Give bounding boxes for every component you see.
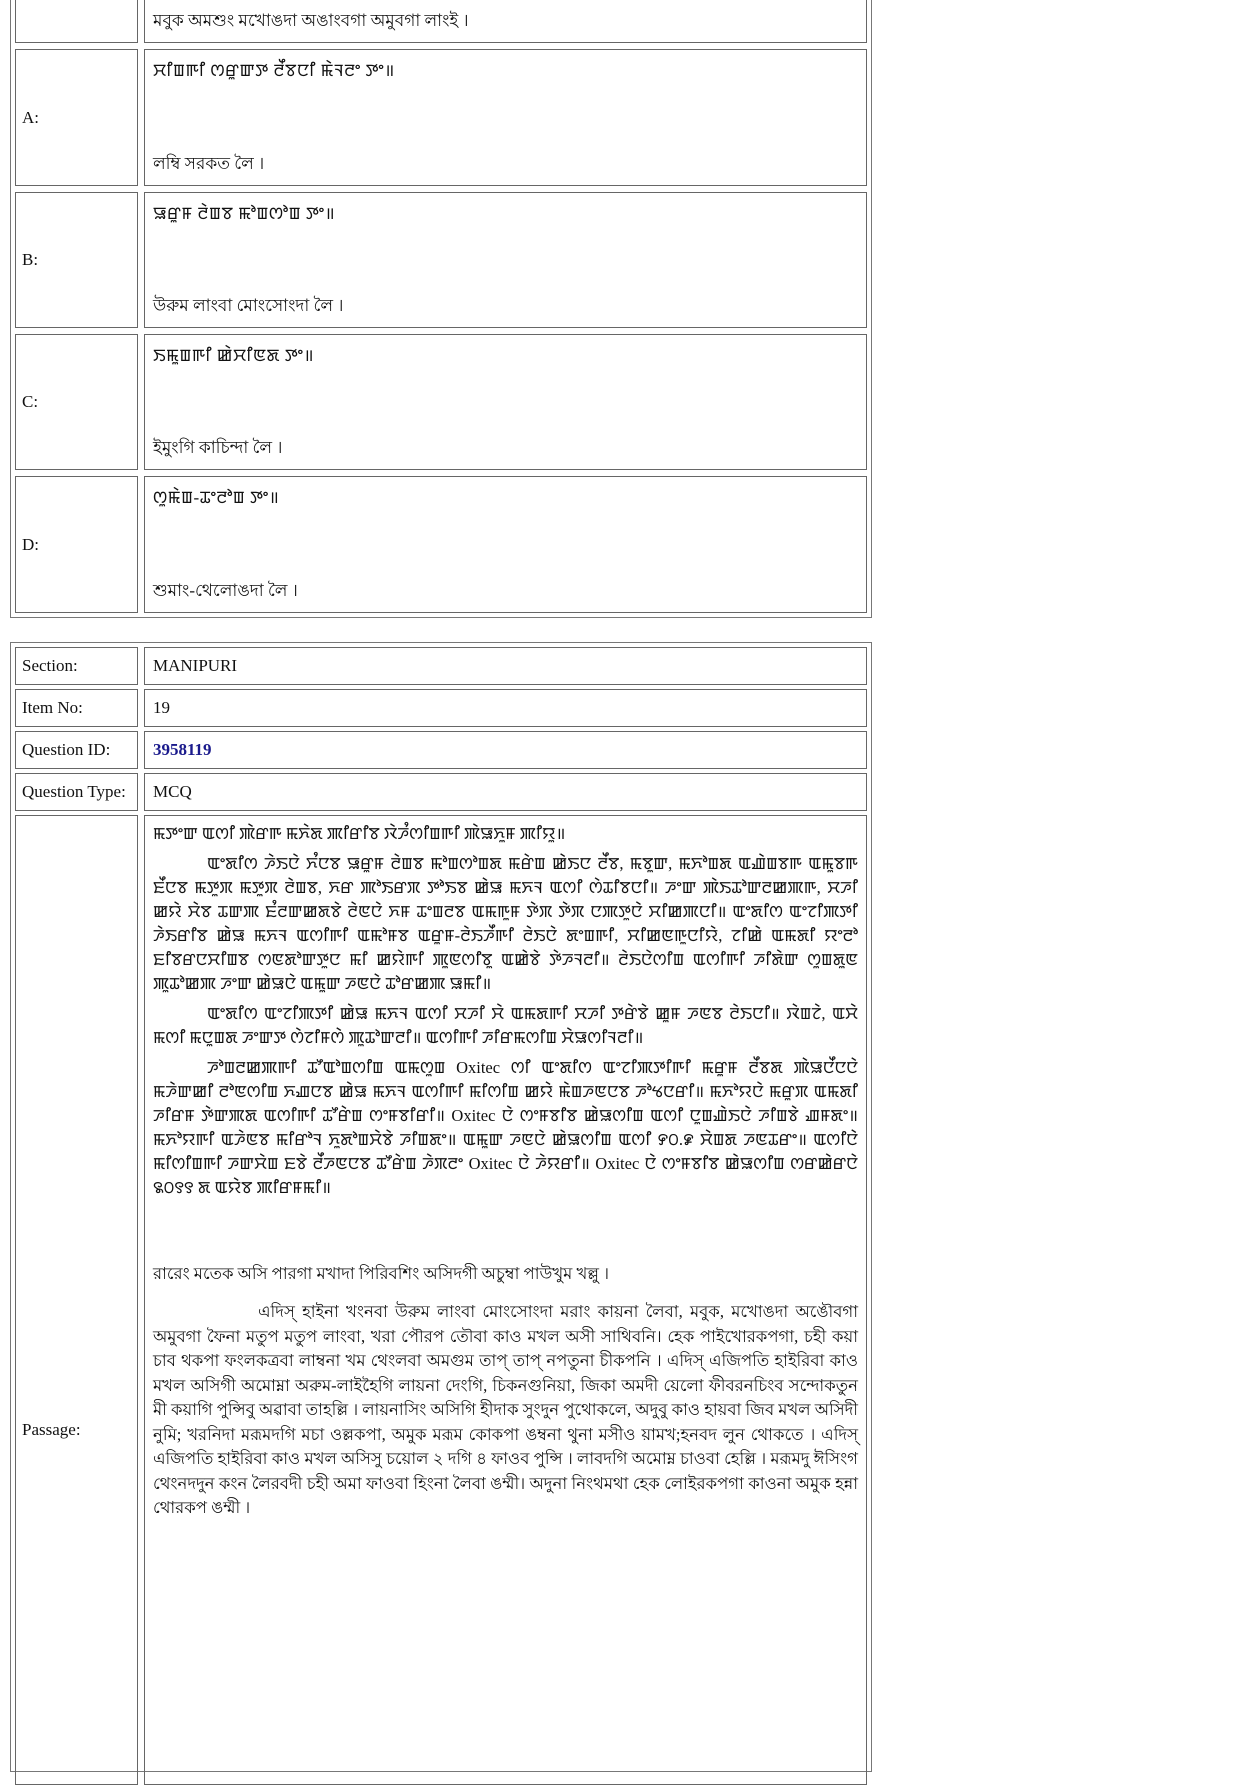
question-type-value-cell xyxy=(144,773,867,811)
passage-meitei-paragraph: ꯑꯦꯗꯤꯁ ꯑꯦꯖꯤꯄꯇꯤ ꯀꯥꯎ ꯃꯈꯜ ꯑꯁꯤ ꯆꯍꯤ ꯆꯥ ꯑꯃꯗꯒꯤ ꯆꯍꯤ ꯇꯔꯥꯕꯥ ꯀꯨꯝ ꯍꯟꯕ ꯂꯥꯏꯅꯤ॥ ꯋꯥꯡꯖꯥ, ꯑꯆꯥ ꯃꯁꯤ ꯃꯅꯨꯡꯗ ꯍꯦꯛꯇ ꯁꯥꯖꯤꯝꯁꯥ ꯄꯨꯊꯣꯛꯂꯤ॥ ꯑꯁꯤꯒꯤ ꯍꯤꯔꯃꯁꯤꯡ ꯆꯥꯎꯁꯤꯜꯂꯤ॥ xyxy=(153,1004,858,1047)
item-value: 19 xyxy=(153,698,170,717)
option-meitei-text: ꯎꯔꯨꯝ ꯂꯥꯡꯕ ꯃꯣꯡꯁꯣꯡ ꯇꯦ॥ xyxy=(153,204,336,223)
question-type-value: MCQ xyxy=(153,782,192,801)
question-tail-row xyxy=(15,0,867,43)
question-table xyxy=(10,642,872,1772)
passage-meitei-paragraph: ꯑꯦꯗꯤꯁ ꯍꯥꯏꯅꯥ ꯈꯪꯅꯕ ꯎꯔꯨꯝ ꯂꯥꯡꯕ ꯃꯣꯡꯁꯣꯡꯗ ꯃꯔꯥꯡ ꯀꯥꯏꯅ ꯂꯩꯕ, ꯃꯕꯨꯛ, ꯃꯈꯣꯡꯗ ꯑꯉꯥꯡꯕꯒ ꯑꯃꯨꯕꯒ ꯐꯩꯅꯕ ꯃꯇꯨꯞ ꯃꯇꯨꯞ ꯂꯥꯡꯕ, ꯈꯔ ꯄꯣꯏꯔꯞ ꯇꯣꯏꯕ ꯀꯥꯎ ꯃꯈꯜ ꯑꯁꯤ ꯁꯥꯊꯤꯕꯅꯤ॥ ꯍꯦꯛ ꯄꯥꯏꯊꯣꯛꯂꯀꯄꯒ, ꯆꯍꯤ ꯀꯌꯥ ꯆꯥꯕ ꯊꯛꯄ ꯐꯪꯂꯛꯀꯗꯕꯥ ꯂꯥꯟꯅꯥ ꯈꯝ ꯊꯦꯡꯂꯕ ꯑꯃꯒꯨꯝ ꯇꯥꯞ ꯇꯥꯞ ꯅꯄꯇꯨꯅꯥ ꯆꯤꯀꯄꯅꯤ॥ ꯑꯦꯗꯤꯁ ꯑꯦꯖꯤꯄꯇꯤ ꯍꯥꯏꯔꯤꯕ ꯀꯥꯎ ꯃꯈꯜ ꯑꯁꯤꯒꯤ ꯑꯃꯣꯝꯕ ꯑꯔꯨꯝ-ꯂꯥꯏꯍꯩꯒꯤ ꯂꯥꯏꯅꯥ ꯗꯦꯡꯒꯤ, ꯆꯤꯀꯟꯒꯨꯅꯤꯌꯥ, ꯖꯤꯀꯥ ꯑꯃꯗꯤ ꯌꯦꯂꯣ ꯐꯤꯕꯔꯅꯆꯤꯡꯕ ꯁꯟꯗꯣꯛꯇꯨꯅ ꯃꯤ ꯀꯌꯥꯒꯤ ꯄꯨꯟꯁꯤꯕꯨ ꯑꯀꯥꯕꯥ ꯇꯥꯍꯜꯂꯤ॥ ꯂꯥꯏꯅꯥꯁꯤꯡ ꯑꯁꯤꯒꯤ ꯍꯤꯗꯥꯛ ꯁꯨꯡꯗꯨꯟ ꯄꯨꯊꯣꯀꯄ ꯍꯦꯛ ꯀꯥꯎꯅꯥ ꯑꯃꯨꯛ ꯍꯟꯅꯥ ꯊꯣꯔꯀꯄ ꯎꯃꯤ॥ xyxy=(153,854,858,993)
section-value: MANIPURI xyxy=(153,656,238,675)
option-meitei-text: ꯏꯃꯨꯡꯒꯤ ꯀꯥꯆꯤꯟꯗ ꯇꯦ॥ xyxy=(153,346,315,365)
question-id-label: Question ID: xyxy=(22,740,111,759)
option-label-cell xyxy=(15,192,138,328)
question-type-label-cell xyxy=(15,773,138,811)
question-type-row xyxy=(15,773,867,811)
passage-label: Passage: xyxy=(22,1420,81,1439)
option-bengali-text: শুমাং-থেলোঙদা লৈ । xyxy=(153,581,298,600)
passage-value-cell xyxy=(144,815,867,1785)
question-type-label: Question Type: xyxy=(22,782,126,801)
item-label-cell xyxy=(15,689,138,727)
passage-bengali-heading: রারেং মতেক অসি পারগা মখাদা পিরিবশিং অসিদগী অচুম্বা পাউখুম খল্লু । xyxy=(153,1264,610,1283)
option-label: D: xyxy=(22,534,39,554)
question-id-value-cell xyxy=(144,731,867,769)
option-meitei-text: ꯁꯨꯃꯥꯡ-ꯊꯦꯂꯣꯡ ꯇꯦ॥ xyxy=(153,488,280,507)
option-label-cell xyxy=(15,476,138,613)
item-value-cell xyxy=(144,689,867,727)
passage-content xyxy=(153,822,858,1527)
section-label: Section: xyxy=(22,656,78,675)
item-row xyxy=(15,689,867,727)
question-id-value: 3958119 xyxy=(153,740,212,759)
passage-label-cell xyxy=(15,815,138,1785)
section-value-cell xyxy=(144,647,867,685)
passage-row xyxy=(15,815,867,1785)
option-meitei-text: ꯆꯤꯡꯒꯤ ꯁꯔꯨꯛꯇ ꯂꯩꯕꯅꯤ ꯃꯥꯜꯂꯦ ꯇꯦ॥ xyxy=(153,61,395,80)
option-row-b xyxy=(15,192,867,328)
option-label: A: xyxy=(22,107,39,127)
option-label: B: xyxy=(22,250,39,269)
option-value-cell xyxy=(144,192,867,328)
passage-bengali-paragraph: এদিস্ হাইনা খংনবা উরুম লাংবা মোংসোংদা মরাং কায়না লৈবা, মবুক, মখোঙদা অঙৌবগা অমুবগা ফৈনা মতুপ মতুপ লাংবা, খরা পৌরপ তৌবা কাও মখল অসী সাথিবনি। হেক পাইখোরকপগা, চহী কয়া চাব থকপা ফংলকত্রবা লাম্বনা খম থেংলবা অমগুম তাপ্ তাপ্ নপতুনা চীকপনি । এদিস্ এজিপতি হাইরিবা কাও মখল অসিগী অমোম্না অরুম-লাইহৈগি লায়না দেংগি, চিকনগুনিয়া, জিকা অমদী য়েলো ফীবরনচিংব সন্দোকতুন মী কয়াগি পুন্সিবু অৱাবা তাহল্লি । লায়নাসিং অসিগি হীদাক সুংদুন পুথোকলে, অদুবু কাও হায়বা জিব মখল অসিদী নুমি; খরনিদা মরূমদগি মচা ওল্লকপা, অমুক মরূম কোকপা ঙম্বনা থুনা মসীও য়ামখ;হনবদ লুন থোকতে । এদিস্ এজিপতি হাইরিবা কাও মখল অসিসু চয়োল ২ দগি ৪ ফাওব পুন্সি । লাবদগি অমোম্ন চাওবা হেল্লি । মরূমদু ঈসিংগ থেংনদদুন কংন লৈরবদী চহী অমা ফাওবা হিংনা লৈবা ঙম্মী। অদুনা নিংথমথা হেক লোইরকপগা কাওনা অমুক হন্না থোরকপ ঙম্মী । xyxy=(153,1302,858,1517)
option-bengali-text: লম্বি সরকত লৈ । xyxy=(153,154,265,173)
option-bengali-text: উরুম লাংবা মোংসোংদা লৈ । xyxy=(153,296,344,315)
option-label-cell xyxy=(15,334,138,470)
passage-meitei-paragraph: ꯍꯣꯡꯂꯀꯄꯒꯤ ꯊꯧꯑꯣꯡꯁꯤꯡ ꯑꯃꯁꯨꯡ Oxitec ꯁꯤ ꯑꯦꯗꯤꯁ ꯑꯦꯖꯤꯄꯇꯤꯒꯤ ꯃꯔꯨꯝ ꯂꯩꯕꯗ ꯄꯥꯎꯅꯩꯅꯅꯥ ꯃꯍꯥꯛꯀꯤ ꯂꯣꯟꯁꯤꯡ ꯈꯉꯅꯕ ꯀꯥꯎ ꯃꯈꯜ ꯑꯁꯤꯒꯤ ꯃꯤꯁꯤꯡ ꯀꯌꯥ ꯃꯥꯡꯍꯟꯅꯕ ꯍꯣꯠꯅꯔꯤ॥ ꯃꯈꯣꯌꯅꯥ ꯃꯔꯨꯞ ꯑꯃꯗꯤ ꯍꯤꯔꯝ ꯇꯥꯛꯄꯗ ꯑꯁꯤꯒꯤ ꯊꯧꯔꯥꯡ ꯁꯦꯝꯕꯤꯔꯤ॥ Oxitec ꯅꯥ ꯁꯦꯝꯕꯤꯕ ꯀꯥꯎꯁꯤꯡ ꯑꯁꯤ ꯅꯨꯡꯉꯥꯏꯅꯥ ꯍꯤꯡꯕꯥ ꯉꯝꯗꯦ॥ ꯃꯈꯣꯌꯒꯤ ꯑꯍꯥꯟꯕ ꯃꯤꯔꯣꯜ ꯈꯨꯗꯣꯡꯆꯥꯕꯥ ꯍꯤꯡꯗꯦ॥ ꯑꯃꯨꯛ ꯍꯟꯅꯥ ꯀꯥꯎꯁꯤꯡ ꯑꯁꯤ ꯸꯰.꯹ ꯆꯥꯡꯗ ꯍꯟꯊꯔꯦ॥ ꯑꯁꯤꯅꯥ ꯃꯤꯁꯤꯡꯒꯤ ꯍꯛꯆꯥꯡ ꯐꯕꯥ ꯂꯩꯍꯟꯅꯕ ꯊꯧꯔꯥꯡ ꯍꯥꯞꯂꯦ Oxitec ꯅꯥ ꯍꯥꯌꯔꯤ॥ Oxitec ꯅꯥ ꯁꯦꯝꯕꯤꯕ ꯀꯥꯎꯁꯤꯡ ꯁꯔꯀꯥꯔꯅꯥ ꯲꯰꯱꯱ ꯗ ꯑꯌꯥꯕ ꯄꯤꯔꯝꯃꯤ॥ xyxy=(153,1058,858,1197)
question-tail-cell xyxy=(144,0,867,43)
passage-meitei-heading: ꯃꯇꯦꯛ ꯑꯁꯤ ꯄꯥꯔꯒ ꯃꯈꯥꯗ ꯄꯤꯔꯤꯕ ꯋꯥꯍꯪꯁꯤꯡꯒꯤ ꯄꯥꯎꯈꯨꯝ ꯄꯤꯌꯨ॥ xyxy=(153,824,566,843)
option-bengali-text: ইমুংগি কাচিন্দা লৈ । xyxy=(153,438,283,457)
item-label: Item No: xyxy=(22,698,83,717)
option-value-cell xyxy=(144,334,867,470)
option-row-c xyxy=(15,334,867,470)
section-row xyxy=(15,647,867,685)
question-tail-text: মবুক অমশুং মখোঙদা অঙাংবগা অমুবগা লাংই । xyxy=(153,11,469,30)
option-value-cell xyxy=(144,476,867,613)
option-row-d xyxy=(15,476,867,613)
option-label-cell xyxy=(15,49,138,186)
question-id-label-cell xyxy=(15,731,138,769)
option-label: C: xyxy=(22,392,39,411)
option-row-a xyxy=(15,49,867,186)
option-value-cell xyxy=(144,49,867,186)
options-table xyxy=(10,0,872,618)
section-label-cell xyxy=(15,647,138,685)
question-id-row xyxy=(15,731,867,769)
empty-label-cell xyxy=(15,0,138,43)
